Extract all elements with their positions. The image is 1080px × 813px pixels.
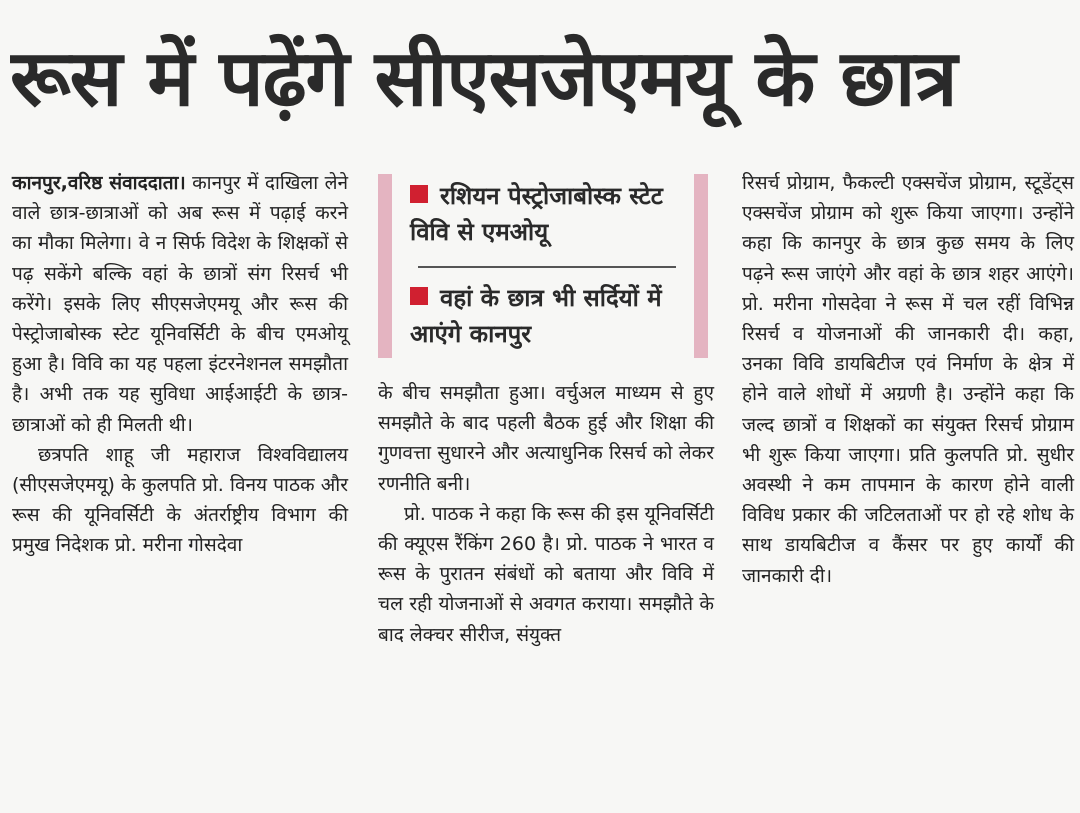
- article-column-2: [378, 378, 714, 650]
- highlight-text: वहां के छात्र भी सर्दियों में आएंगे कानपुर: [410, 284, 662, 348]
- headline: रूस में पढ़ेंगे सीएसजेएमयू के छात्र: [10, 34, 957, 124]
- dateline: कानपुर,वरिष्ठ संवाददाता।: [12, 172, 186, 194]
- divider: [418, 266, 676, 268]
- bullet-square-icon: [410, 185, 428, 203]
- highlight-box: [378, 168, 708, 358]
- highlight-item: [410, 178, 680, 250]
- article-column-1: [12, 168, 348, 561]
- paragraph: छत्रपति शाहू जी महाराज विश्वविद्यालय (सीएसजेएमयू) के कुलपति प्रो. विनय पाठक और रूस की यूनिवर्सिटी के अंतर्राष्ट्रीय विभाग की प्रमुख निदेशक प्रो. मरीना गोसदेवा: [12, 443, 348, 557]
- paragraph: प्रो. पाठक ने कहा कि रूस की इस यूनिवर्सिटी की क्यूएस रैंकिंग 260 है। प्रो. पाठक ने भारत व रूस के पुरातन संबंधों को बताया और विवि में चल रही योजनाओं से अवगत कराया। समझौते के बाद लेक्चर सीरीज, संयुक्त: [378, 502, 714, 646]
- article-column-3: [742, 168, 1074, 591]
- paragraph-text: कानपुर में दाखिला लेने वाले छात्र-छात्राओं को अब रूस में पढ़ाई करने का मौका मिलेगा। वे न सिर्फ विदेश के शिक्षकों से पढ़ सकेंगे बल्कि वहां के छात्रों संग रिसर्च भी करेंगे। इसके लिए सीएसजेएमयू और रूस की पेस्ट्रोजाबोस्क स्टेट यूनिवर्सिटी के बीच एमओयू हुआ है। विवि का यह पहला इंटरनेशनल समझौता है। अभी तक यह सुविधा आईआईटी के छात्र-छात्राओं को ही मिलती थी।: [12, 172, 348, 436]
- paragraph: के बीच समझौता हुआ। वर्चुअल माध्यम से हुए समझौते के बाद पहली बैठक हुई और शिक्षा की गुणवत्ता सुधारने और अत्याधुनिक रिसर्च को लेकर रणनीति बनी।: [378, 382, 714, 495]
- highlight-text: रशियन पेस्ट्रोजाबोस्क स्टेट विवि से एमओयू: [410, 182, 663, 246]
- highlight-bar-left: [378, 174, 392, 358]
- paragraph: [12, 168, 348, 440]
- highlight-item: [410, 280, 680, 352]
- bullet-square-icon: [410, 287, 428, 305]
- highlight-bar-right: [694, 174, 708, 358]
- paragraph: रिसर्च प्रोग्राम, फैकल्टी एक्सचेंज प्रोग्राम, स्टूडेंट्स एक्सचेंज प्रोग्राम को शुरू किया जाएगा। उन्होंने कहा कि कानपुर के छात्र कुछ समय के लिए पढ़ने रूस जाएंगे और वहां के छात्र शहर आएंगे। प्रो. मरीना गोसदेवा ने रूस में चल रहीं विभिन्न रिसर्च व योजनाओं की जानकारी दी। कहा, उनका विवि डायबिटीज एवं निर्माण के क्षेत्र में होने वाले शोधों में अग्रणी है। उन्होंने कहा कि जल्द छात्रों व शिक्षकों का संयुक्त रिसर्च प्रोग्राम भी शुरू किया जाएगा। प्रति कुलपति प्रो. सुधीर अवस्थी ने कम तापमान के कारण होने वाली विविध प्रकार की जटिलताओं पर हो रहे शोध के साथ डायबिटीज व कैंसर पर हुए कार्यों की जानकारी दी।: [742, 172, 1074, 587]
